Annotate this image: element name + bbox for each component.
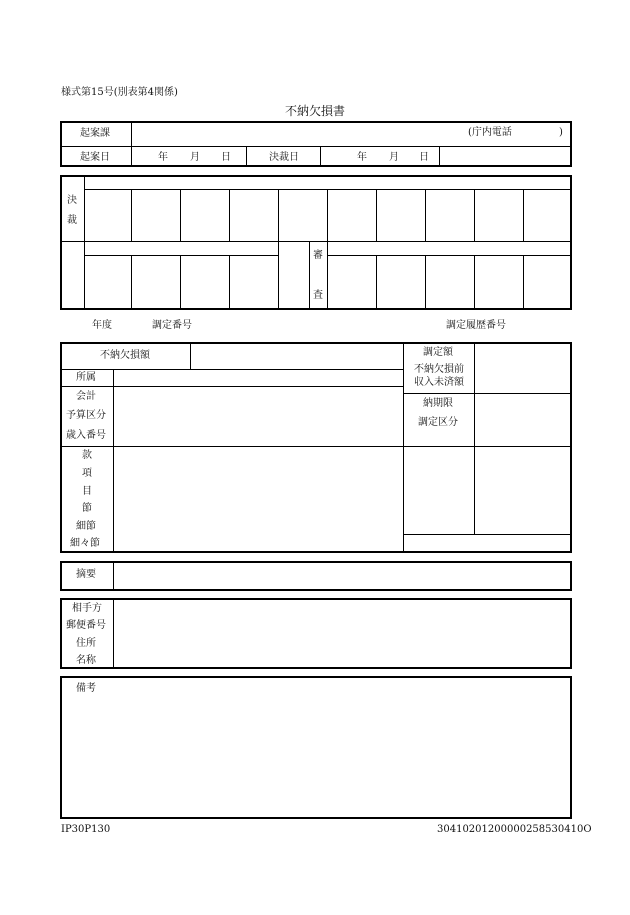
internal-phone-close: ) [559, 127, 563, 138]
document-number: 30410201200000258530410O [437, 824, 592, 835]
budget-category-label: 予算区分 [66, 410, 106, 421]
divider [327, 190, 328, 241]
counterparty-box [60, 598, 572, 669]
divider [190, 343, 191, 369]
assessment-number-label: 調定番号 [152, 320, 192, 331]
form-number: 様式第15号(別表第4関係) [61, 87, 178, 98]
decision-label-char1: 決 [67, 195, 77, 206]
payment-deadline-label: 納期限 [423, 398, 453, 409]
divider [320, 147, 321, 166]
divider [309, 242, 310, 309]
internal-phone-label: (庁内電話 [468, 127, 512, 138]
assessment-history-number-label: 調定履歴番号 [446, 320, 506, 331]
year-label: 年 [158, 152, 168, 163]
decision-date-label: 決裁日 [269, 152, 299, 163]
department-label: 所属 [76, 372, 96, 383]
review-label-char1: 審 [313, 250, 323, 261]
loss-amount-label: 不納欠損額 [100, 350, 150, 361]
section-kan-label: 款 [82, 450, 92, 461]
drafting-date-label: 起案日 [80, 152, 110, 163]
divider [404, 393, 571, 394]
divider [327, 255, 571, 256]
divider [246, 147, 247, 166]
loss-detail-box [60, 342, 572, 553]
day-label: 日 [419, 152, 429, 163]
year-label: 年 [357, 152, 367, 163]
divider [85, 241, 571, 242]
divider [61, 446, 571, 447]
sub-sub-section-label: 細々節 [70, 538, 100, 549]
drafting-section-label: 起案課 [80, 128, 110, 139]
divider [523, 190, 524, 241]
decision-label-char2: 裁 [67, 215, 77, 226]
review-label-char2: 査 [313, 290, 323, 301]
divider [61, 146, 571, 147]
divider [131, 122, 132, 166]
pre-loss-label-1: 不納欠損前 [414, 364, 464, 375]
divider [403, 343, 404, 552]
day-label: 日 [221, 152, 231, 163]
divider [425, 256, 426, 309]
divider [278, 242, 279, 309]
summary-label: 摘要 [76, 569, 96, 580]
assessment-category-label: 調定区分 [418, 417, 458, 428]
divider [376, 190, 377, 241]
divider [61, 241, 84, 242]
postal-code-label: 郵便番号 [66, 620, 106, 631]
divider [376, 256, 377, 309]
divider [474, 256, 475, 309]
divider [404, 534, 571, 535]
address-label: 住所 [76, 638, 96, 649]
divider [278, 190, 279, 241]
divider [229, 256, 230, 309]
divider [85, 255, 278, 256]
divider [439, 147, 440, 166]
form-code: IP30P130 [61, 824, 111, 835]
divider [474, 343, 475, 534]
divider [84, 176, 85, 309]
divider [425, 190, 426, 241]
month-label: 月 [190, 152, 200, 163]
page-title: 不納欠損書 [285, 104, 346, 118]
account-label: 会計 [76, 391, 96, 402]
name-label: 名称 [76, 655, 96, 666]
divider [131, 256, 132, 309]
fiscal-year-label: 年度 [92, 320, 112, 331]
divider [131, 190, 132, 241]
month-label: 月 [389, 152, 399, 163]
summary-box [60, 561, 572, 591]
section-ko-label: 項 [82, 468, 92, 479]
revenue-number-label: 歳入番号 [66, 430, 106, 441]
divider [113, 370, 114, 552]
divider [474, 190, 475, 241]
pre-loss-label-2: 収入未済額 [414, 377, 464, 388]
section-moku-label: 目 [82, 486, 92, 497]
divider [523, 256, 524, 309]
sub-section-label: 細節 [76, 521, 96, 532]
divider [180, 190, 181, 241]
divider [85, 189, 571, 190]
divider [327, 242, 328, 309]
divider [180, 256, 181, 309]
assessed-amount-label: 調定額 [423, 347, 453, 358]
remarks-box [60, 676, 572, 819]
divider [113, 599, 114, 668]
remarks-label: 備考 [76, 683, 96, 694]
divider [229, 190, 230, 241]
divider [113, 562, 114, 590]
counterparty-label: 相手方 [72, 603, 102, 614]
section-setsu-label: 節 [82, 503, 92, 514]
